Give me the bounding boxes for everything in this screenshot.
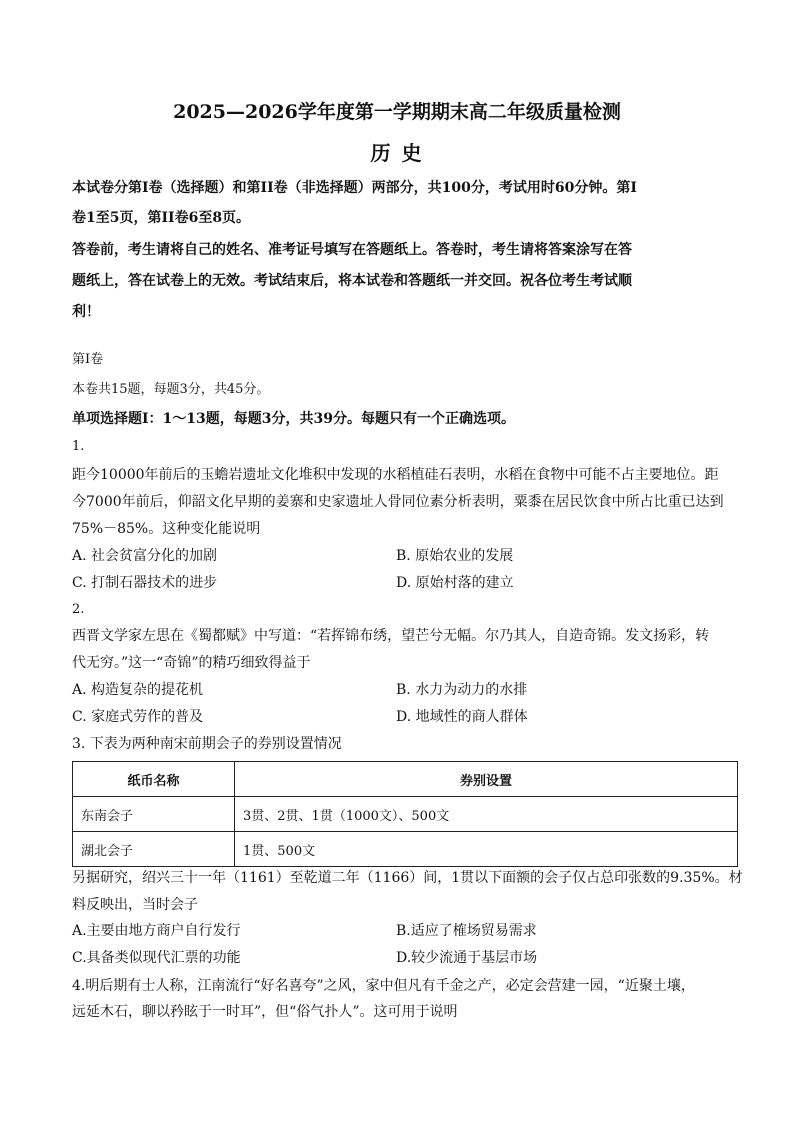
option-a: A. 构造复杂的提花机 — [72, 682, 204, 698]
question-number: 2. — [72, 602, 85, 617]
option-d: D. 原始村落的建立 — [396, 575, 514, 591]
option-b: B. 原始农业的发展 — [396, 548, 514, 564]
table-header-cell: 券别设置 — [235, 762, 738, 797]
question-stem-line: 代无穷。”这一“奇锦”的精巧细致得益于 — [72, 655, 311, 671]
table-row — [73, 797, 738, 832]
question-stem-line: 今7000年前后，仰韶文化早期的姜寨和史家遗址人骨同位素分析表明，粟黍在居民饮食中所占比重已达到 — [72, 494, 724, 510]
table-cell: 3贯、2贯、1贯（1000文）、500文 — [235, 797, 738, 832]
table-header-row — [73, 762, 738, 797]
section-name: 第Ⅰ卷 — [72, 352, 104, 367]
instruction-line: 本试卷分第Ⅰ卷（选择题）和第II卷（非选择题）两部分，共100分，考试用时60分钟。第Ⅰ — [72, 180, 637, 196]
table-row — [73, 832, 738, 867]
table-cell: 1贯、500文 — [235, 832, 738, 867]
option-c: C. 家庭式劳作的普及 — [72, 709, 204, 725]
instruction-line: 题纸上，答在试卷上的无效。考试结束后，将本试卷和答题纸一并交回。祝各位考生考试顺 — [72, 273, 632, 289]
instruction-line: 利！ — [72, 304, 100, 320]
option-a: A.主要由地方商户自行发行 — [72, 923, 241, 939]
option-b: B.适应了榷场贸易需求 — [396, 923, 537, 939]
subject-title: 历 史 — [370, 141, 424, 165]
section-part-heading: 单项选择题Ⅰ：1～13题，每题3分，共39分。每题只有一个正确选项。 — [72, 411, 515, 427]
option-d: D.较少流通于基层市场 — [396, 950, 538, 966]
question-stem-line: 西晋文学家左思在《蜀都赋》中写道：“若挥锦布绣，望芒兮无幅。尔乃其人，自造奇锦。发文扬彩，转 — [72, 628, 710, 644]
instruction-line: 卷1至5页，第II卷6至8页。 — [72, 210, 251, 226]
instruction-line: 答卷前，考生请将自己的姓名、准考证号填写在答题纸上。答卷时，考生请将答案涂写在答 — [72, 242, 632, 258]
exam-title: 2025—2026学年度第一学期期末高二年级质量检测 — [173, 101, 621, 123]
section-desc: 本卷共15题，每题3分，共45分。 — [72, 382, 270, 397]
question-stem-line: 75%－85%。这种变化能说明 — [72, 521, 261, 537]
question-stem-line: 远延木石，聊以矜眩于一时耳”，但“俗气扑人”。这可用于说明 — [72, 1004, 458, 1020]
question-stem-line: 4.明后期有士人称，江南流行“好名喜夸”之风，家中但凡有千金之产，必定会营建一园，“近聚土壤， — [72, 978, 695, 994]
question-number: 1. — [72, 439, 85, 454]
denomination-table — [72, 761, 738, 867]
option-b: B. 水力为动力的水排 — [396, 682, 528, 698]
option-c: C. 打制石器技术的进步 — [72, 575, 218, 591]
option-a: A. 社会贫富分化的加剧 — [72, 548, 218, 564]
question-stem-line: 3. 下表为两种南宋前期会子的券别设置情况 — [72, 736, 342, 752]
question-stem-line: 距今10000年前后的玉蟾岩遗址文化堆积中发现的水稻植硅石表明，水稻在食物中可能不占主要地位。距 — [72, 467, 719, 483]
table-cell: 湖北会子 — [73, 832, 235, 867]
table-cell: 东南会子 — [73, 797, 235, 832]
option-c: C.具备类似现代汇票的功能 — [72, 950, 241, 966]
question-stem-line: 料反映出，当时会子 — [72, 897, 198, 913]
question-stem-line: 另据研究，绍兴三十一年（1161）至乾道二年（1166）间，1贯以下面额的会子仅占总印张数的9.35%。材 — [72, 870, 743, 886]
table-header-cell: 纸币名称 — [73, 762, 235, 797]
option-d: D. 地域性的商人群体 — [396, 709, 528, 725]
